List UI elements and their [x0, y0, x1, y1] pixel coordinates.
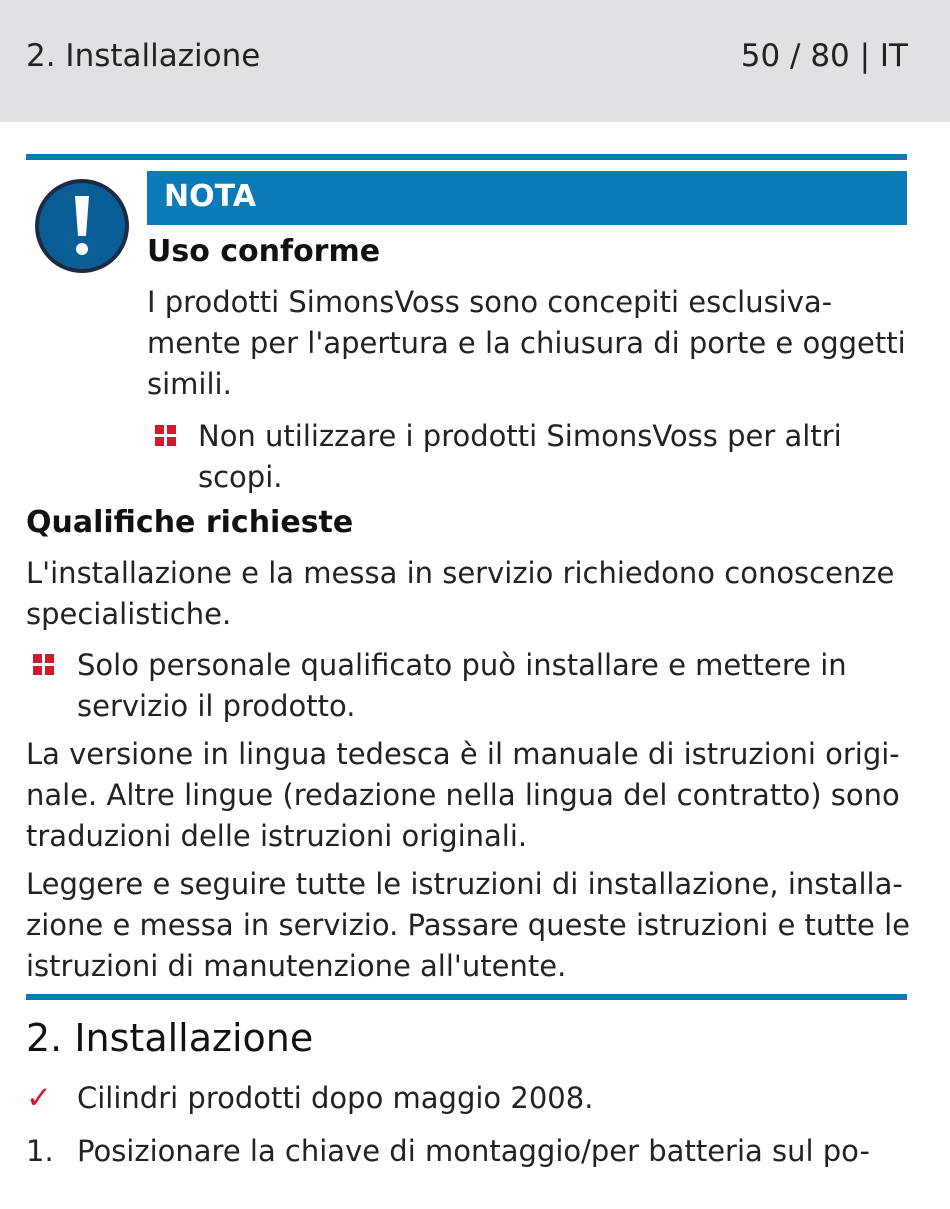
instructions-note: Leggere e seguire tutte le istruzioni di installazione, installa-zione e messa in servizio. Passare queste istruzioni e tutte le istruzioni di manutenzione all'utente. — [26, 867, 911, 983]
red-square-bullet-icon — [33, 654, 54, 675]
note-bottom-rule — [26, 994, 907, 1000]
qualifications-intro: L'installazione e la messa in servizio richiedono conoscenze specialistiche. — [26, 556, 895, 631]
qualifications-heading: Qualifiche richieste — [26, 505, 354, 540]
note-heading: Uso conforme — [147, 234, 381, 269]
section-title: 2. Installazione — [26, 1016, 314, 1060]
step-text: Posizionare la chiave di montaggio/per batteria sul po- — [77, 1134, 870, 1168]
header-section-title: 2. Installazione — [26, 38, 261, 74]
prerequisite-item: Cilindri prodotti dopo maggio 2008. — [77, 1081, 594, 1115]
note-body: I prodotti SimonsVoss sono concepiti esclusiva-mente per l'apertura e la chiusura di porte e oggetti simili. — [147, 285, 906, 401]
qualifications-bullet-text: Solo personale qualificato può installare e mettere in servizio il prodotto. — [77, 648, 847, 723]
red-square-bullet-icon — [155, 425, 176, 446]
step-number: 1. — [26, 1134, 54, 1168]
note-bullet-text: Non utilizzare i prodotti SimonsVoss per altri scopi. — [198, 419, 842, 494]
page-header — [0, 0, 950, 122]
exclamation-icon — [34, 178, 130, 274]
language-note: La versione in lingua tedesca è il manuale di istruzioni origi-nale. Altre lingue (redazione nella lingua del contratto) sono traduzioni delle istruzioni originali. — [26, 737, 900, 853]
checkmark-icon: ✓ — [26, 1080, 52, 1116]
header-page-number: 50 / 80 | IT — [740, 38, 908, 74]
note-label-bar: NOTA — [147, 171, 907, 225]
note-top-rule — [26, 154, 907, 160]
